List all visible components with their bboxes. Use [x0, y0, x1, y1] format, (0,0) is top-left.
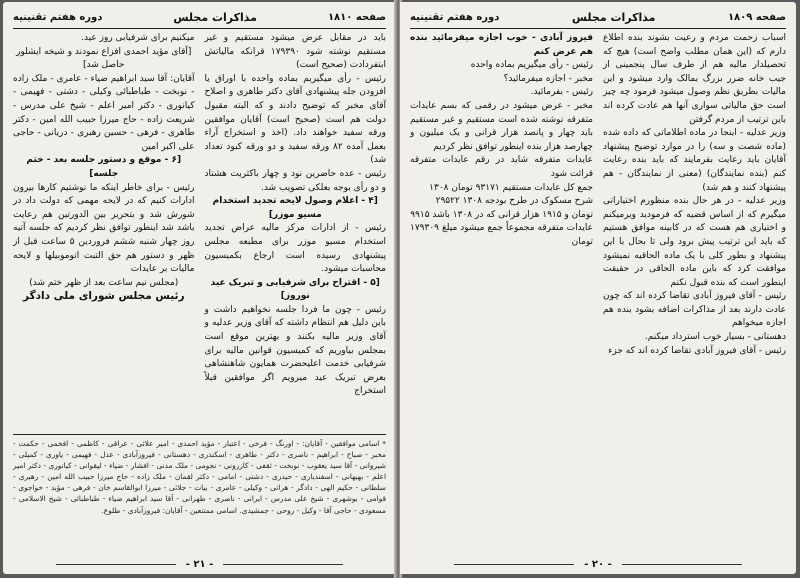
paragraph: رئیس - آقای فیروز آبادی تقاضا کرده اند که چون عادت دارند بعد از مذاکرات اضافه بشود بنده هم اجازه میخواهم	[603, 291, 786, 329]
paragraph: میکنیم برای شرفیابی روز عید.	[81, 33, 195, 43]
paragraph: شرح مسکوک در طرح بودجه ۱۳۰۸ ۲۹۵۲۲	[435, 196, 593, 207]
right-page	[400, 2, 796, 574]
page-header	[13, 8, 386, 29]
paragraph: وزیر عدلیه - در هر حال بنده منظورم اختیاراتی میگیرم که از اساس قضیه که فرمودید ویرمیکنم و اختیاری هم هست که در کابینه موافق هستیم که باید این ترتیب پیش برود ولی تا بحال با این پیشنهاد و بطور کلی با یک ماده الحاقیه نمیشود موافقت کرد که باین ماده الحاقی در حقیقت اینطور است که بنده قبول نکنم	[603, 196, 786, 288]
paragraph: عایدات متفرقه مجموعاً جمع میشود میلغ ۱۷۹۳۰۹ تومان	[410, 223, 593, 247]
paragraph: وزیر عدلیه - اینجا در ماده اطلاماتی که داده شده (ماده شصت و سه) را در موارد توضیح پیشنهاد آقایان باید رعایت بفرمایند که باید بنده رعایت کنم (بنده نمایندگان) (معنی از نمایندگان - هم پیشنهاد کنند و هم شد)	[603, 128, 786, 193]
paragraph: رئیس - آقای فیروز آبادی تقاضا کرده اند که جزء	[608, 345, 786, 356]
paragraph: اسباب زحمت مردم و رعیت بشوند بنده اطلاع دارم که (این همان مطلب واضح است) هیچ که تحصیلدار مالیه هم از طرف سال پنجمینی از جیب خانه ضرر بزرگ بمالک وارد میشود و این مالیات بطریق نظم وصول میشود فرمود چه چیز است حق مالیاتی سواری آنها هم عادت کرده اند باین ترتیب از مردم گرفتن	[603, 33, 786, 125]
paragraph: (مجلس نیم ساعت بعد از ظهر ختم شد)	[29, 277, 179, 288]
paragraph: رئیس - عده حاضرین نود و چهار باکثریت هشتاد و دو رأی بوجه بعلکی تصویب شد.	[204, 168, 386, 193]
paragraph: فیروز آبادی - خوب اجازه میفرمائید بنده هم عرض کنم	[410, 33, 593, 57]
page-title: مذاکرات مجلس	[173, 10, 257, 24]
paragraph: عایدات متفرقه شاید در رقم عایدات متفرقه قرائت شود	[410, 155, 593, 179]
paragraph: باید در مقابل عرض میشود مستقیم و غیر مستقیم نوشته شود ۱۷۹۳۹۰ قرانکه مالیاتش ابتفردادت (صحیح است)	[204, 33, 386, 71]
section-heading: [۵ - اقتراح برای شرفیابی و تبریک عید نوروز]	[210, 277, 380, 302]
paragraph: رئیس - از ادارات مرکز مالیه عراض تجدید استخدام مسیو موزر برای مطبعه مجلس پیشنهادی رسیده است ارجاع بکمیسیون محاسبات میشود.	[204, 223, 386, 275]
page-body	[410, 32, 786, 358]
section-heading: [۶ - موقع و دستور جلسه بعد - ختم جلسه]	[26, 155, 182, 179]
right-column-left	[410, 32, 593, 358]
paragraph: آقایان: آقا سید ابراهیم ضیاء - عامری - ملک زاده - نوبخت - طباطبائی وکیلی - دشتی - فهیمی - کیانوری - دکتر امیر اعلم - شیخ علی مدرس - شریعت زاده - حاج میرزا حبیب الله امین - دکتر طاهری - فرهی - حسین رهبری - دریانی - حاجی علی اکبر امین	[13, 73, 195, 152]
page-label: صفحه ۱۸۰۹	[727, 11, 786, 23]
paragraph: رئیس - بفرمائید.	[530, 87, 593, 98]
page-number: - ۲۱ -	[3, 559, 396, 570]
paragraph: مخبر - عرض میشود در رقمی که بسم عایدات متفرقه نوشته شده است مستقیم و غیر مستقیم باید چهار و پانصد هزار قرانی و یک میلیون و چهارصد هزار بنده اینطور توافق نظر کردیم	[410, 100, 593, 152]
signature: رئیس مجلس شورای ملی دادگر	[22, 290, 185, 303]
paragraph: رئیس - رأی میگیریم بماده واحده با اوراق یا افزودن جله پیشنهادی آقای دکتر طاهری و اصلاح آقای مخبر که توضیح دادند و که البته مقبول دولت هم است (صحیح است) آقایان موافقین ورقه سفید خواهند داد. (اخذ و استخراج آراء بعمل آمده ۸۲ ورقه سفید و دو ورقه کبود تعداد شد)	[204, 73, 386, 166]
page-body	[13, 32, 386, 399]
paragraph: رئیس - چون ما فردا جلسه نخواهیم داشت و باین دلیل هم انتظام داشته که آقای وزیر عدلیه و آقای وزیر مالیه بکنند و بهترین موقع است بمجلس بیاوریم که کمیسیون قوانین مالیه برای شرفیابی خدمت اعلیحضرت همایون شاهنشاهی بعرض تبریک عید میرویم اگر موافقین قبلاً استخراج	[204, 304, 386, 397]
paragraph: رئیس - رأی میگیریم بماده واحده	[470, 60, 593, 71]
left-column-left	[13, 32, 195, 399]
page-number: - ۲۰ -	[400, 559, 796, 570]
footnote: * اسامی موافقین - آقایان: - اورنگ - فرخی - اعتبار - مؤید احمدی - امیر علائی - عراقی - کاظمی - افخمی - حکمت - مخبر - صباح - ابراهیم - ناصری - دکتر - طاهری - اسکندری - دهستانی - فیروزآبادی - عدل - فهیمی - یاوری - کمیلی - شیروانی - آقا سید یعقوب - نوبخت - ثقفی - کازرونی - نجومی - ملک مدنی - افشار - ضیاء - لیقوانی - کیانوری - دکتر امیر اعلم - بهبهانی - اسفندیاری - حیدری - دشتی - امامی - دکتر لقمان - ملک زاده - حاج میرزا حبیب الله امین - رهبری - سلطانی - حکیم الهی - دادگر - هراتی - وکیلی - عامری - بیات - جلائی - میرزا ابوالقاسم خان - فرهی - مؤید - خواجوی - قوامی - بوشهری - شیخ علی مدرس - ایرانی - ناصری - طهرانی - آقا سید ابراهیم ضیاء - طباطبائی - شیخ الاسلامی - مسعودی - حاجی آقا - وکیل - روحی - جمشیدی. اسامی ممتنعین - آقایان: فیروزآبادی - طلوع.	[13, 434, 386, 516]
paragraph: تومان و ۱۹۱۵ هزار قرانی که در ۱۳۰۸ باشد ۹۹۱۵	[410, 209, 593, 220]
left-column-right	[205, 32, 387, 399]
page-label: صفحه ۱۸۱۰	[327, 11, 386, 23]
section-heading: [۴ - اعلام وصول لایحه تجدید استخدام مسیو موزر]	[212, 196, 378, 220]
paragraph: رئیس - برای خاطر اینکه ما نوشتیم کارها بیرون ادارات کنیم که در لایحه مهمی که دولت داد در شورش شد و بتحریر بین الدورتین هم رعایت باشد شد اینطور توافق نظر کردیم که جلسه آتیه روز چهار شنبه ششم فروردین ۵ ساعت قبل از ظهر و دستور هم حق التبت اتوموبیلها و لایحه مالیات بر عایدات	[13, 182, 195, 275]
left-page	[3, 2, 396, 574]
paragraph: [آقای مؤید احمدی افزاع نمودند و شیخه ایشلور حاصل شد]	[16, 46, 192, 71]
paragraph: مخبر - اجازه میفرمائید؟	[503, 73, 593, 84]
paragraph: دهستانی - بسیار خوب استرداد میکنم.	[644, 332, 786, 343]
paragraph: جمع کل عایدات مستقیم ۹۳۱۷۱ تومان ۱۳۰۸	[429, 182, 593, 193]
session-label: دوره هفتم تقنینیه	[13, 11, 103, 23]
right-column-right	[603, 32, 786, 358]
page-header	[410, 8, 786, 29]
session-label: دوره هفتم تقنینیه	[410, 11, 500, 23]
page-title: مذاکرات مجلس	[571, 10, 656, 24]
